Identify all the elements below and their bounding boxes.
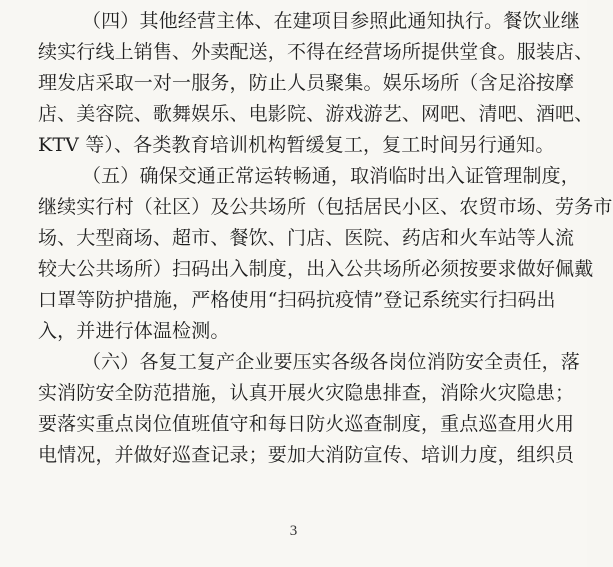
paragraph-five-line-3: 场、大型商场、超市、餐饮、门店、医院、药店和火车站等人流 [38,227,575,249]
paragraph-four-line-1: （四）其他经营主体、在建项目参照此通知执行。餐饮业继 [82,10,580,32]
paragraph-four-line-5: KTV 等）、各类教育培训机构暂缓复工，复工时间另行通知。 [38,134,555,156]
paragraph-five-line-4: 较大公共场所）扫码出入制度，出入公共场所必须按要求做好佩戴 [38,258,594,280]
paragraph-five-line-2: 继续实行村（社区）及公共场所（包括居民小区、农贸市场、劳务市 [38,196,613,218]
paragraph-six-line-3: 要落实重点岗位值班值守和每日防火巡查制度，重点巡查用火用 [38,413,575,435]
paragraph-six-line-1: （六）各复工复产企业要压实各级各岗位消防安全责任，落 [82,351,580,373]
paragraph-five-line-5: 口罩等防护措施，严格使用“扫码抗疫情”登记系统实行扫码出 [38,289,556,311]
paragraph-four-line-3: 理发店采取一对一服务，防止人员聚集。娱乐场所（含足浴按摩 [38,72,575,94]
paragraph-six-line-4: 电情况，并做好巡查记录；要加大消防宣传、培训力度，组织员 [38,444,575,466]
paragraph-five-line-6: 入，并进行体温检测。 [38,320,230,342]
paragraph-four-line-4: 店、美容院、歌舞娱乐、电影院、游戏游艺、网吧、清吧、酒吧、 [38,103,594,125]
paragraph-four-line-2: 续实行线上销售、外卖配送，不得在经营场所提供堂食。服装店、 [38,41,594,63]
paragraph-five-line-1: （五）确保交通正常运转畅通，取消临时出入证管理制度， [82,165,580,187]
page-number: 3 [289,523,298,539]
paragraph-six-line-2: 实消防安全防范措施，认真开展火灾隐患排查，消除火灾隐患； [38,382,575,404]
notice-body [38,6,613,471]
